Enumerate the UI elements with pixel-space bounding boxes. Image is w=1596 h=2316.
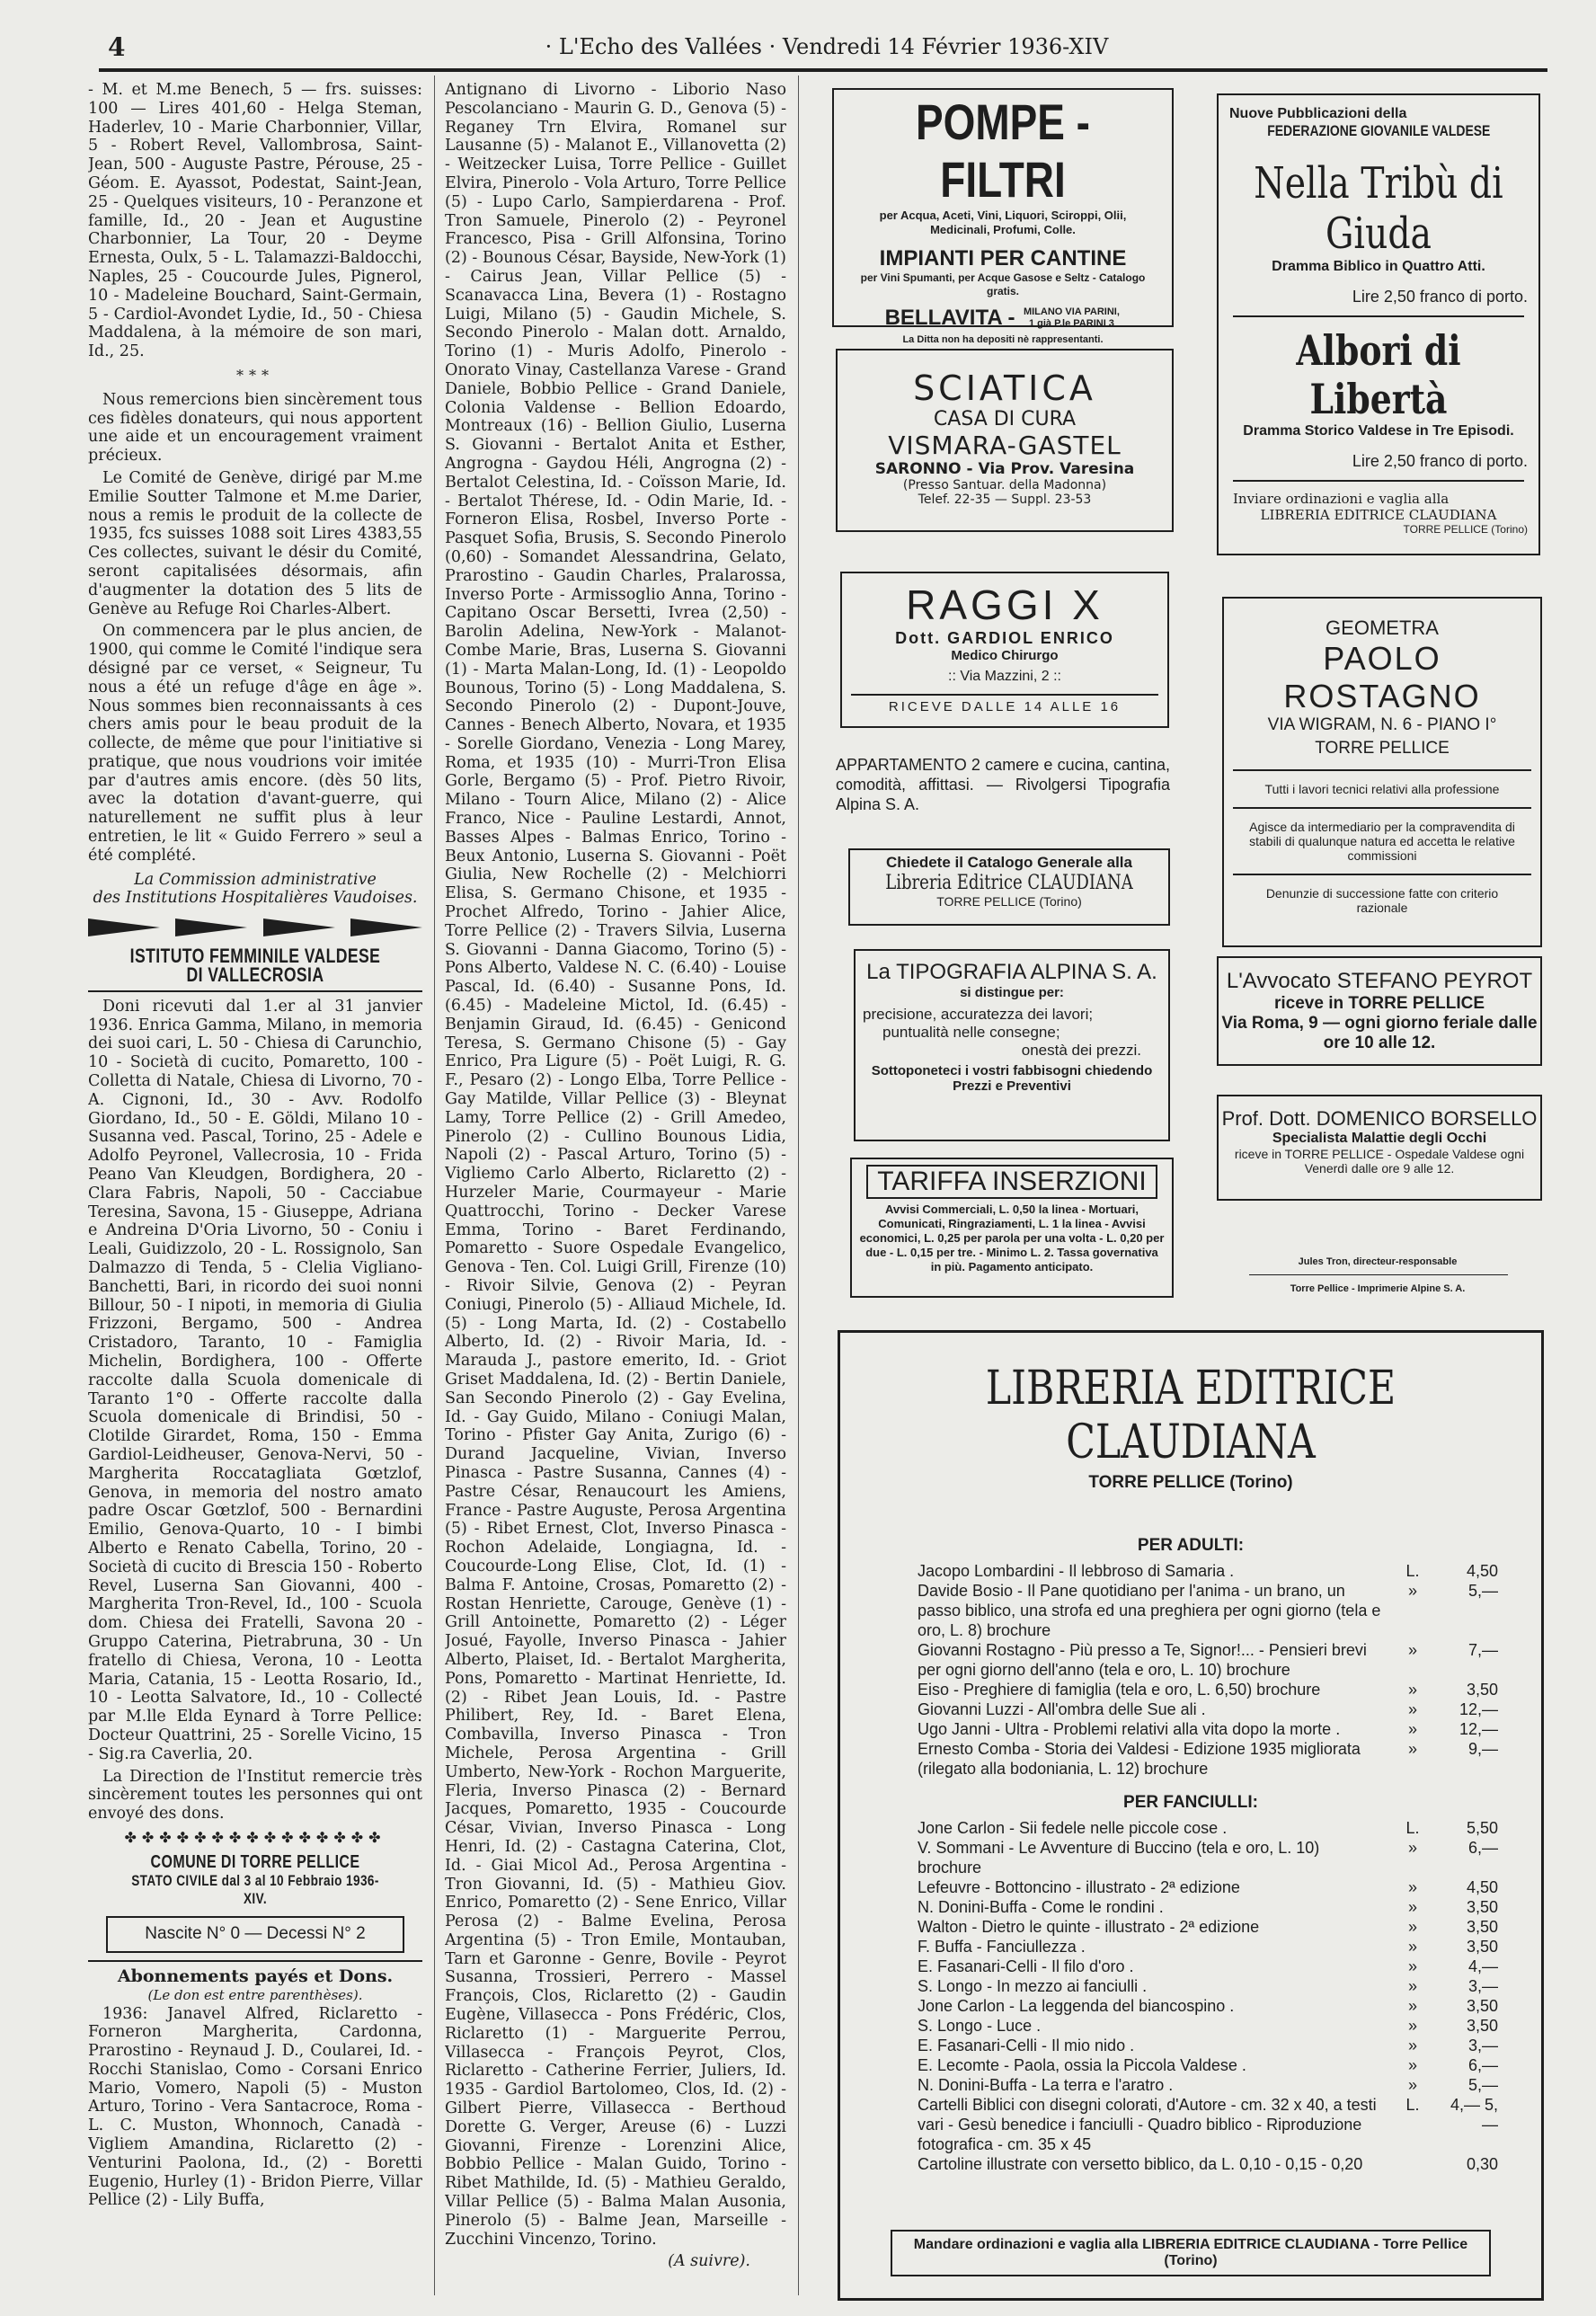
- first-bed-paragraph: On commencera par le plus ancien, de 1900, qui comme le Comité l'indique sera désigné par ce verset, « Seigneur, Tu nous a été un refuge d'âge en âge ». Nous sommes bien reconnaissants à ces chers amis pour le beau produit de la collecte, de même que pour l'initiative si pratique, que nous voudrions voir imitée par d'autres amis encore. (dès 50 lits, avec la dotation d'avant-guerre, qui naturellement ne suffit plus à leur entretien, le lit « Guido Ferrero » seul a été complété.: [88, 622, 422, 865]
- geometra-ad: GEOMETRA PAOLO ROSTAGNO VIA WIGRAM, N. 6 - PIANO I° TORRE PELLICE Tutti i lavori tecnici relativi alla professione Agisce da intermediario per la compravendita di stabili di qualunque natura ed accetta le relative commissioni Denunzie di successione fatte con criterio razionale: [1222, 597, 1542, 947]
- book-title: S. Longo - Luce .: [918, 2017, 1042, 2035]
- book-title: Jacopo Lombardini - Il lebbroso di Samaria .: [918, 1562, 1235, 1580]
- catalogo-ad: Chiedete il Catalogo Generale alla Libreria Editrice CLAUDIANA TORRE PELLICE (Torino): [848, 848, 1170, 926]
- currency: »: [1407, 1898, 1417, 1916]
- imprimerie: Torre Pellice - Imprimerie Alpine S. A.: [1290, 1283, 1466, 1294]
- catalog-item: [918, 1838, 1498, 1877]
- page-number: 4: [108, 32, 126, 62]
- currency: »: [1407, 1641, 1417, 1659]
- book-title: N. Donini-Buffa - Come le rondini .: [918, 1898, 1164, 1916]
- currency: »: [1407, 1740, 1417, 1758]
- currency: »: [1407, 2056, 1417, 2074]
- thanks-paragraph: Nous remercions bien sincèrement tous ces fidèles donateurs, qui nous apportent une aide et un encouragement vraiment précieux.: [88, 390, 422, 466]
- currency: »: [1407, 2076, 1417, 2094]
- currency: L.: [1405, 1819, 1420, 1837]
- catalog-item: [918, 1561, 1498, 1581]
- raggi-x-ad: RAGGI X Dott. GARDIOL ENRICO Medico Chirurgo :: Via Mazzini, 2 :: RICEVE DALLE 14 ALLE 16: [840, 572, 1169, 728]
- column-divider: [798, 75, 799, 2295]
- direction-thanks: La Direction de l'Institut remercie très sincèrement toutes les personnes qui ont envoyé des dons.: [88, 1767, 422, 1824]
- price: 6,—: [1467, 2056, 1498, 2074]
- book-title: Lefeuvre - Bottoncino - illustrato - 2ª edizione: [918, 1878, 1240, 1896]
- book-title: E. Fasanari-Celli - Il mio nido .: [918, 2036, 1135, 2054]
- price: 3,50: [1466, 1681, 1498, 1699]
- tipografia-ad: La TIPOGRAFIA ALPINA S. A. si distingue per: precisione, accuratezza dei lavori; puntualità nelle consegne; onestà dei prezzi. Sottoponeteci i vostri fabbisogni chiedendo Prezzi e Preventivi: [854, 949, 1170, 1141]
- catalog-item: [918, 2016, 1498, 2036]
- catalog-item: [918, 1937, 1498, 1957]
- book-title: Cartoline illustrate con versetto biblico, da L. 0,10 - 0,15 - 0,20: [918, 2155, 1363, 2173]
- price: 5,—: [1467, 2076, 1498, 2094]
- price: 3,50: [1466, 1997, 1498, 2015]
- price: 4,—: [1467, 1957, 1498, 1975]
- rule: [88, 990, 422, 992]
- price: 4,50: [1466, 1562, 1498, 1580]
- decorative-divider: [88, 918, 422, 936]
- price: 9,—: [1467, 1740, 1498, 1758]
- book-title: F. Buffa - Fanciullezza .: [918, 1938, 1086, 1956]
- currency: L.: [1405, 1562, 1420, 1580]
- header-rule: [99, 68, 1547, 72]
- gerente: Jules Tron, directeur-responsable: [1298, 1256, 1458, 1267]
- book-title: N. Donini-Buffa - La terra e l'aratro .: [918, 2076, 1174, 2094]
- geneva-committee-paragraph: Le Comité de Genève, dirigé par M.me Emilie Soutter Talmone et M.me Darier, nous a remis le produit de la collecte de 1935, fcs suisses 1088 soit Lires 4383,55 Ces collectes, suivant le désir du Comité, seront capitalisées désormais, afin d'augmenter la dotation des 5 lits de Genève au Refuge Roi Charles-Albert.: [88, 468, 422, 618]
- catalog-item: [918, 1719, 1498, 1739]
- book-title: Ugo Janni - Ultra - Problemi relativi alla vita dopo la morte .: [918, 1720, 1341, 1738]
- price: 3,50: [1466, 1918, 1498, 1936]
- pompe-filtri-ad: POMPE - FILTRI per Acqua, Aceti, Vini, Liquori, Sciroppi, Olii, Medicinali, Profumi, Colle. IMPIANTI PER CANTINE per Vini Spumanti, per Acque Gasose e Seltz - Catalogo gratis. BELLAVITA - MILANO VIA PARINI, 1 già P.le PARINI 3 La Ditta non ha depositi nè rappresentanti.: [832, 88, 1174, 327]
- catalog-item: [918, 1818, 1498, 1838]
- currency: »: [1407, 1700, 1417, 1718]
- currency: »: [1407, 1957, 1417, 1975]
- currency: »: [1407, 1918, 1417, 1936]
- currency: »: [1407, 1878, 1417, 1896]
- currency: »: [1407, 1582, 1417, 1600]
- catalog-item: [918, 2036, 1498, 2055]
- page-header: [108, 25, 1546, 70]
- currency: »: [1407, 1977, 1417, 1995]
- book-title: Jone Carlon - Sii fedele nelle piccole cose .: [918, 1819, 1228, 1837]
- abonnements-heading: Abonnements payés et Dons.: [117, 1965, 394, 1986]
- currency: »: [1407, 1938, 1417, 1956]
- separator-stars: ✤✤✤✤✤✤✤✤✤✤✤✤✤✤✤: [124, 1828, 386, 1846]
- book-title: Ernesto Comba - Storia dei Valdesi - Edizione 1935 migliorata (rilegato alla bodoniania, L. 12) brochure: [918, 1740, 1361, 1778]
- column-2: [445, 81, 786, 2292]
- price: 3,—: [1467, 2036, 1498, 2054]
- istituto-heading: ISTITUTO FEMMINILE VALDESE DI VALLECROSIA: [129, 945, 381, 987]
- nascite-box: Nascite N° 0 — Decessi N° 2: [106, 1916, 404, 1953]
- book-title: S. Longo - In mezzo ai fanciulli .: [918, 1977, 1148, 1995]
- book-title: Cartelli Biblici con disegni colorati, d'Autore - cm. 32 x 40, a testi vari - Gesù benedice i fanciulli - Quadro biblico - Riproduzione fotografica - cm. 35 x 45: [918, 2096, 1377, 2153]
- appartamento-ad: APPARTAMENTO 2 camere e cucina, cantina, comodità, affittasi. — Rivolgersi Tipografia Alpina S. A.: [836, 756, 1170, 813]
- separator-stars: ***: [236, 366, 274, 384]
- catalog-item: [918, 1581, 1498, 1640]
- masthead: · L'Echo des Vallées · Vendredi 14 Février 1936-XIV: [545, 34, 1109, 59]
- book-title: V. Sommani - Le Avventure di Buccino (tela e oro, L. 10) brochure: [918, 1839, 1320, 1877]
- price: 5,50: [1466, 1819, 1498, 1837]
- book-title: E. Fasanari-Celli - Il filo d'oro .: [918, 1957, 1134, 1975]
- libreria-catalog-ad: LIBRERIA EDITRICE CLAUDIANA TORRE PELLICE (Torino) PER ADULTI: Jacopo Lombardini - Il lebbroso di Samaria . L. 4,50 Davide Bosio - Il Pane quotidiano per l'anima - un brano, un passo biblico, una strofa ed una preghiera per ogni giorno (tela e oro, L. 8) brochure » 5,— Giovanni Rostagno - Più presso a Te, Signor!... - Pensieri brevi per ogni giorno dell'anno (tela e oro, L. 10) brochure » 7,— Eiso - Preghiere di famiglia (tela e oro, L. 6,50) brochure » 3,50 Giovanni Luzzi - All'ombra delle Sue ali . » 12,— Ugo Janni - Ultra - Problemi relativi alla vita dopo la morte . » 12,— Ernesto Comba - Storia dei Valdesi - Edizione 1935 migliorata (rilegato alla bodoniania, L. 12) brochure » 9,— PER FANCIULLI: Jone Carlon - Sii fedele nelle piccole cose . L. 5,50 V. Sommani - Le Avventure di Buccino (tela e oro, L. 10) brochure » 6,— Lefeuvre - Bottoncino - illustrato - 2ª edizione » 4,50 N. Donini-Buffa - Come le rondini . » 3,50 Walton - Dietro le quinte - illustrato - 2ª edizione » 3,50 F. Buffa - Fanciullezza . » 3,50 E. Fasanari-Celli - Il filo d'oro . » 4,— S. Longo - In mezzo ai fanciulli . » 3,— Jone Carlon - La leggenda del biancospino . » 3,50 S. Longo - Luce . » 3,50 E. Fasanari-Celli - Il mio nido . » 3,— E. Lecomte - Paola, ossia la Piccola Valdese . » 6,— N. Donini-Buffa - La terra e l'aratro . » 5,— Cartelli Biblici con disegni colorati, d'Autore - cm. 32 x 40, a testi vari - Gesù benedice i fanciulli - Quadro biblico - Riproduzione fotografica - cm. 35 x 45 L. 4,— 5,— Cartoline illustrate con versetto biblico, da L. 0,10 - 0,15 - 0,20 0,30 Mandare ordinazioni e vaglia alla LIBRERIA EDITRICE CLAUDIANA - Torre Pellice (Torino): [838, 1330, 1544, 2301]
- price: 5,—: [1467, 1582, 1498, 1600]
- tariffa-ad: TARIFFA INSERZIONI Avvisi Commerciali, L. 0,50 la linea - Mortuari, Comunicati, Ringraziamenti, L. 1 la linea - Avvisi economici, L. 0,25 per parola per una volta - L. 0,20 per due - L. 0,15 per tre. - Minimo L. 2. Tassa governativa in più. Pagamento anticipato.: [850, 1158, 1174, 1298]
- avvocato-ad: L'Avvocato STEFANO PEYROT riceve in TORRE PELLICE Via Roma, 9 — ogni giorno feriale dalle ore 10 alle 12.: [1217, 956, 1542, 1066]
- catalog-item: [918, 1957, 1498, 1976]
- catalog-item: [918, 2154, 1498, 2174]
- federazione-ad: Nuove Pubblicazioni della FEDERAZIONE GIOVANILE VALDESE Nella Tribù di Giuda Dramma Biblico in Quattro Atti. Lire 2,50 franco di porto. Albori di Libertà Dramma Storico Valdese in Tre Episodi. Lire 2,50 franco di porto. Inviare ordinazioni e vaglia alla LIBRERIA EDITRICE CLAUDIANA TORRE PELLICE (Torino): [1217, 93, 1540, 555]
- catalog-item: [918, 1739, 1498, 1779]
- adult-book-list: [840, 1556, 1541, 1779]
- book-title: Walton - Dietro le quinte - illustrato - 2ª edizione: [918, 1918, 1260, 1936]
- rule: [88, 1960, 422, 1962]
- column-1: [88, 81, 422, 2292]
- book-title: Giovanni Rostagno - Più presso a Te, Signor!... - Pensieri brevi per ogni giorno dell'anno (tela e oro, L. 10) brochure: [918, 1641, 1367, 1679]
- price: 12,—: [1459, 1720, 1498, 1738]
- price: 12,—: [1459, 1700, 1498, 1718]
- currency: »: [1407, 2017, 1417, 2035]
- abonnements-sub: (Le don est entre parenthèses).: [147, 1986, 363, 2003]
- currency: »: [1407, 1839, 1417, 1857]
- currency: L.: [1405, 2096, 1420, 2114]
- book-title: Davide Bosio - Il Pane quotidiano per l'anima - un brano, un passo biblico, una strofa ed una preghiera per ogni giorno (tela e oro, L. 8) brochure: [918, 1582, 1381, 1639]
- book-title: Giovanni Luzzi - All'ombra delle Sue ali .: [918, 1700, 1206, 1718]
- vallecrosia-donations: Doni ricevuti dal 1.er al 31 janvier 1936. Enrica Gamma, Milano, in memoria dei suoi cari, L. 50 - Chiesa di Carunchio, 10 - Società di cucito, Pomaretto, 100 - Colletta di Natale, Chiesa di Livorno, 70 - A. Cignoni, Id., 30 - Avv. Rodolfo Giordano, Id., 50 - E. Göldi, Milano 10 - Susanna ved. Pascal, Torino, 25 - Adele e Adolfo Peyronel, Vallecrosia, 10 - Frida Peano Van Kleudgen, Bordighera, 20 - Clara Fabris, Napoli, 50 - Cacciabue Teresina, Savona, 15 - Giuseppe, Adriana e Andreina D'Oria Livorno, 50 - Coniu i Leali, Guidizzolo, 20 - L. Rossignolo, San Dalmazzo di Tenda, 5 - Clelia Vigliano-Banchetti, Bari, in ricordo dei suoi nonni Billour, 50 - I nipoti, in memoria di Giulia Frizzoni, Bergamo, 500 - Andrea Cristadoro, Taranto, 10 - Famiglia Michelin, Bordighera, 100 - Offerte raccolte dalla Scuola domenicale di Taranto 1°0 - Offerte raccolte dalla Scuola domenicale di Brindisi, 50 - Clotilde Girardet, Roma, 150 - Emma Gardiol-Leidheuser, Genova-Nervi, 50 - Margherita Roccatagliata Gœtzlof, Genova, in memoria del nostro amato padre Oscar Gœtzlof, 500 - Bernardini Emilio, Genova-Quarto, 10 - I bimbi Alberto e Renato Cabella, Torino, 20 - Società di cucito di Brescia 150 - Roberto Revel, Luserna San Giovanni, 400 - Margherita Tron-Revel, Id., 100 - Scuola dom. Chiesa dei Fratelli, Savona 20 - Gruppo Caterina, Pietrabruna, 30 - Un fratello di Chiesa, Verona, 10 - Leotta Maria, Catania, 15 - Leotta Rosario, Id., 10 - Leotta Salvatore, Id., 10 - Collecté par M.lle Elda Eynard à Torre Pellice: Docteur Quattrini, 25 - Sorelle Vicino, 15 - Sig.ra Caverlia, 20.: [88, 997, 422, 1763]
- catalog-item: [918, 1917, 1498, 1937]
- book-title: Eiso - Preghiere di famiglia (tela e oro, L. 6,50) brochure: [918, 1681, 1321, 1699]
- currency: »: [1407, 1720, 1417, 1738]
- catalog-item: [918, 2075, 1498, 2095]
- stato-civile: STATO CIVILE dal 3 al 10 Febbraio 1936-XIV.: [131, 1871, 379, 1908]
- currency: »: [1407, 1681, 1417, 1699]
- price: 3,—: [1467, 1977, 1498, 1995]
- catalog-item: [918, 2055, 1498, 2075]
- price: 0,30: [1466, 2155, 1498, 2173]
- catalog-item: [918, 1897, 1498, 1917]
- price: 4,— 5,—: [1450, 2096, 1498, 2134]
- price: 4,50: [1466, 1878, 1498, 1896]
- catalog-item: [918, 1996, 1498, 2016]
- column-divider: [434, 75, 435, 2295]
- catalog-item: [918, 1877, 1498, 1897]
- price: 6,—: [1467, 1839, 1498, 1857]
- sciatica-ad: SCIATICA CASA DI CURA VISMARA-GASTEL SARONNO - Via Prov. Varesina (Presso Santuar. della Madonna) Telef. 22-35 — Suppl. 23-53: [836, 349, 1174, 532]
- price: 3,50: [1466, 1898, 1498, 1916]
- price: 3,50: [1466, 1938, 1498, 1956]
- signature: La Commission administrative des Institutions Hospitalières Vaudoises.: [93, 870, 418, 908]
- subscriber-list-2: Antignano di Livorno - Liborio Naso Pescolanciano - Maurin G. D., Genova (5) - Reganey Trn Elvira, Romanel sur Lausanne (5) - Malanot E., Villanovetta (2) - Weitzecker Luisa, Torre Pellice - Guillet Elvira, Pinerolo - Vola Arturo, Torre Pellice (5) - Lupo Carlo, Sampierdarena - Prof. Tron Samuele, Pinerolo (2) - Peyronel Francesco, Pisa - Grill Alfonsina, Torino (2) - Bounous César, Bayside, New-York (1) - Cairus Jean, Villar Pellice (5) - Scanavacca Lina, Bevera (1) - Rostagno Luigi, Milano (5) - Gaudin Michele, S. Secondo Pinerolo - Malan dott. Arnaldo, Torino (1) - Muris Adolfo, Pinerolo - Onorato Vinay, Castellanza Varese - Grand Daniele, Bobbio Pellice - Grand Daniele, Colonia Valdense - Bellion Edoardo, Montreaux (16) - Bellion Giulio, Luserna S. Giovanni - Bertalot Anita et Esther, Angrogna - Gaydou Héli, Angrogna (2) - Bertalot Celestina, Id. - Coïsson Marie, Id. - Bertalot Thérese, Id. - Odin Marie, Id. - Forneron Elisa, Rosbel, Inverso Porte - Pasquet Sofia, Brusis, S. Secondo Pinerolo (0,60) - Somandet Alessandrina, Gelato, Prarostino - Gaudin Charles, Pralarossa, Inverso Porte - Armissoglio Anna, Torino - Capitano Oscar Bersetti, Ivrea (2,50) - Barolin Adelina, New-York - Malanot-Combe Marie, Bras, Luserna S. Giovanni (1) - Marta Malan-Long, Id. (1) - Leopoldo Bounous, Torino (5) - Long Maddalena, S. Secondo Pinerolo (2) - Dupont-Jouve, Cannes - Benech Alberto, Novara, et 1935 - Sorelle Giordano, Venezia - Long Marey, Roma, et 1935 (10) - Murri-Tron Elisa Gorle, Bergamo (5) - Prof. Pietro Rivoir, Milano - Tourn Alice, Milano (2) - Alice Franco, Nice - Pauline Lestardi, Annot, Basses Alpes - Balmas Enrico, Torino - Beux Antonio, Luserna S. Giovanni - Poët Giulia, New Rochelle (2) - Melchiorri Elisa, S. Germano Chisone, et 1935 - Prochet Alfredo, Torino - Jahier Alice, Torre Pellice (2) - Travers Silvia, Luserna S. Giovanni - Danna Giacomo, Torino (5) - Pons Alberto, Valdese N. C. (6.40) - Louise Pascal, Id. (6.40) - Susanne Pons, Id. (6.45) - Madeleine Mictol, Id. (6.45) - Benjamin Giraud, Id. (6.45) - Genicond Teresa, S. Germano Chisone (5) - Gay Enrico, Pra Ligure (5) - Poët Luigi, R. G. F., Pesaro (2) - Longo Elba, Torre Pellice - Gay Matilde, Villar Pellice (3) - Bleynat Lamy, Torre Pellice (2) - Grill Amedeo, Pinerolo (2) - Cullino Bounous Lidia, Napoli (2) - Pascal Arturo, Torino (5) - Vigliemo Carlo Alberto, Riclaretto (2) - Hurzeler Marie, Courmayeur - Marie Quattrocchi, Torino - Decker Varese Emma, Torino - Baret Ferdinando, Pomaretto - Suore Ospedale Evangelico, Genova - Ten. Col. Luigi Grill, Firenze (10) - Rivoir Silvie, Genova (2) - Peyran Coniugi, Pinerolo (5) - Alliaud Michele, Id. (5) - Long Marta, Id. (2) - Costabello Alberto, Id. (2) - Rivoir Maria, Id. - Marauda J., pastore emerito, Id. - Griot Griset Maddalena, Id. (2) - Bertin Daniele, San Secondo Pinerolo (2) - Gay Evelina, Id. - Gay Guido, Milano - Coniugi Malan, Torino - Pfister Gay Anita, Zurigo (6) - Durand Jacqueline, Vivian, Inverso Pinasca - Pastre Susanna, Cannes (4) - Pastre César, Renaucourt les Amiens, France - Pastre Auguste, Perosa Argentina (5) - Ribet Ernest, Clot, Inverso Pinasca - Rochon Adelaide, Longiagna, Id. - Coucourde-Long Elise, Clot, Id. (1) - Balma F. Antoine, Crosas, Pomaretto (2) - Rostan Henriette, Carouge, Genève (1) - Grill Antoinette, Pomaretto (2) - Léger Josué, Fayolle, Inverso Pinasca - Jahier Alberto, Plaiset, Id. - Bertalot Margherita, Pons, Pomaretto - Martinat Henriette, Id. (2) - Ribet Jean Louis, Id. - Pastre Philibert, Rey, Id. - Baret Elena, Combavilla, Inverso Pinasca - Tron Michele, Perosa Argentina - Grill Umberto, New-York - Rochon Marguerite, Fleria, Inverso Pinasca (2) - Bernard Jacques, Pomaretto, 1935 - Coucourde César, Vivian, Inverso Pinasca - Long Henri, Id. (2) - Castagna Caterina, Clot, Id. - Giai Micol Ad., Perosa Argentina - Tron Giovanni, Id. (5) - Mathieu Giov. Enrico, Pomaretto (2) - Sene Enrico, Villar Perosa (2) - Balme Evelina, Perosa Argentina (5) - Tron Emile, Montauban, Tarn et Garonne - Genre, Bovile - Peyrot Susanna, Trossieri, Perrero - Massel François, Clos, Riclaretto (2) - Gaudin Eugène, Villasecca - Pons Frédéric, Clos, Riclaretto (1) - Marguerite Perrou, Villasecca - François Peyrot, Clos, Riclaretto - Catherine Ferrier, Juliers, Id. 1935 - Gardiol Bartolomeo, Clos, Id. (2) - Gilbert Pierre, Villasecca - Berthoud Dorette G. Verger, Areuse (6) - Luzzi Giovanni, Firenze - Lorenzini Alice, Bobbio Pellice - Malan Guido, Torino - Ribet Mathilde, Id. (5) - Mathieu Geraldo, Villar Pellice (5) - Balma Malan Ausonia, Pinerolo (5) - Balme Jean, Marseille - Zucchini Vincenzo, Torino.: [445, 81, 786, 2249]
- price: 7,—: [1467, 1641, 1498, 1659]
- subscriber-list-1: 1936: Janavel Alfred, Riclaretto - Forneron Margherita, Cardonna, Prarostino - Reynaud J. D., Coularei, Id. - Rocchi Stanislao, Como - Corsani Enrico Mario, Vomero, Napoli (5) - Muston Arturo, Torino - Vera Santacroce, Roma - L. C. Muston, Whonnoch, Canadà - Vigliem Amandina, Riclaretto (2) - Venturini Paolona, Id., (2) - Boretti Eugenio, Hurley (1) - Bridon Pierre, Villar Pellice (2) - Lily Buffa,: [88, 2004, 422, 2210]
- catalog-item: [918, 2095, 1498, 2154]
- price: 3,50: [1466, 2017, 1498, 2035]
- currency: [1381, 2154, 1444, 2174]
- libreria-footer: Mandare ordinazioni e vaglia alla LIBRERIA EDITRICE CLAUDIANA - Torre Pellice (Torino): [891, 2230, 1491, 2276]
- currency: »: [1407, 2036, 1417, 2054]
- borsello-ad: Prof. Dott. DOMENICO BORSELLO Specialista Malattie degli Occhi riceve in TORRE PELLICE - Ospedale Valdese ogni Venerdì dalle ore 9 alle 12.: [1217, 1095, 1542, 1201]
- catalog-item: [918, 1976, 1498, 1996]
- catalog-item: [918, 1699, 1498, 1719]
- to-be-continued: (A suivre).: [668, 2252, 750, 2271]
- children-book-list: [840, 1813, 1541, 2174]
- donor-list-1: - M. et M.me Benech, 5 — frs. suisses: 100 — Lires 401,60 - Helga Steman, Haderlev, 10 - Marie Charbonnier, Villar, 5 - Robert Revel, Vallombrosa, Saint-Jean, 500 - Auguste Pastre, Pérouse, 25 - Géom. E. Ayassot, Podestat, Saint-Jean, 25 - Quelques visiteurs, 10 - Peranzone et famille, Id., 20 - Jean et Augustine Charbonnier, La Tour, 20 - Deyme Ernesta, Oulx, 5 - L. Talamazzi-Baldocchi, Naples, 25 - Coucourde Jules, Pignerol, 10 - Madeleine Bouchard, Saint-Germain, 5 - Cardiol-Avondet Lydie, Id., 50 - Chiesa Maddalena, à la mémoire de son mari, Id., 25.: [88, 81, 422, 361]
- comune-heading: COMUNE DI TORRE PELLICE: [150, 1851, 360, 1872]
- catalog-item: [918, 1680, 1498, 1699]
- currency: »: [1407, 1997, 1417, 2015]
- book-title: Jone Carlon - La leggenda del biancospino .: [918, 1997, 1235, 2015]
- catalog-item: [918, 1640, 1498, 1680]
- book-title: E. Lecomte - Paola, ossia la Piccola Valdese .: [918, 2056, 1246, 2074]
